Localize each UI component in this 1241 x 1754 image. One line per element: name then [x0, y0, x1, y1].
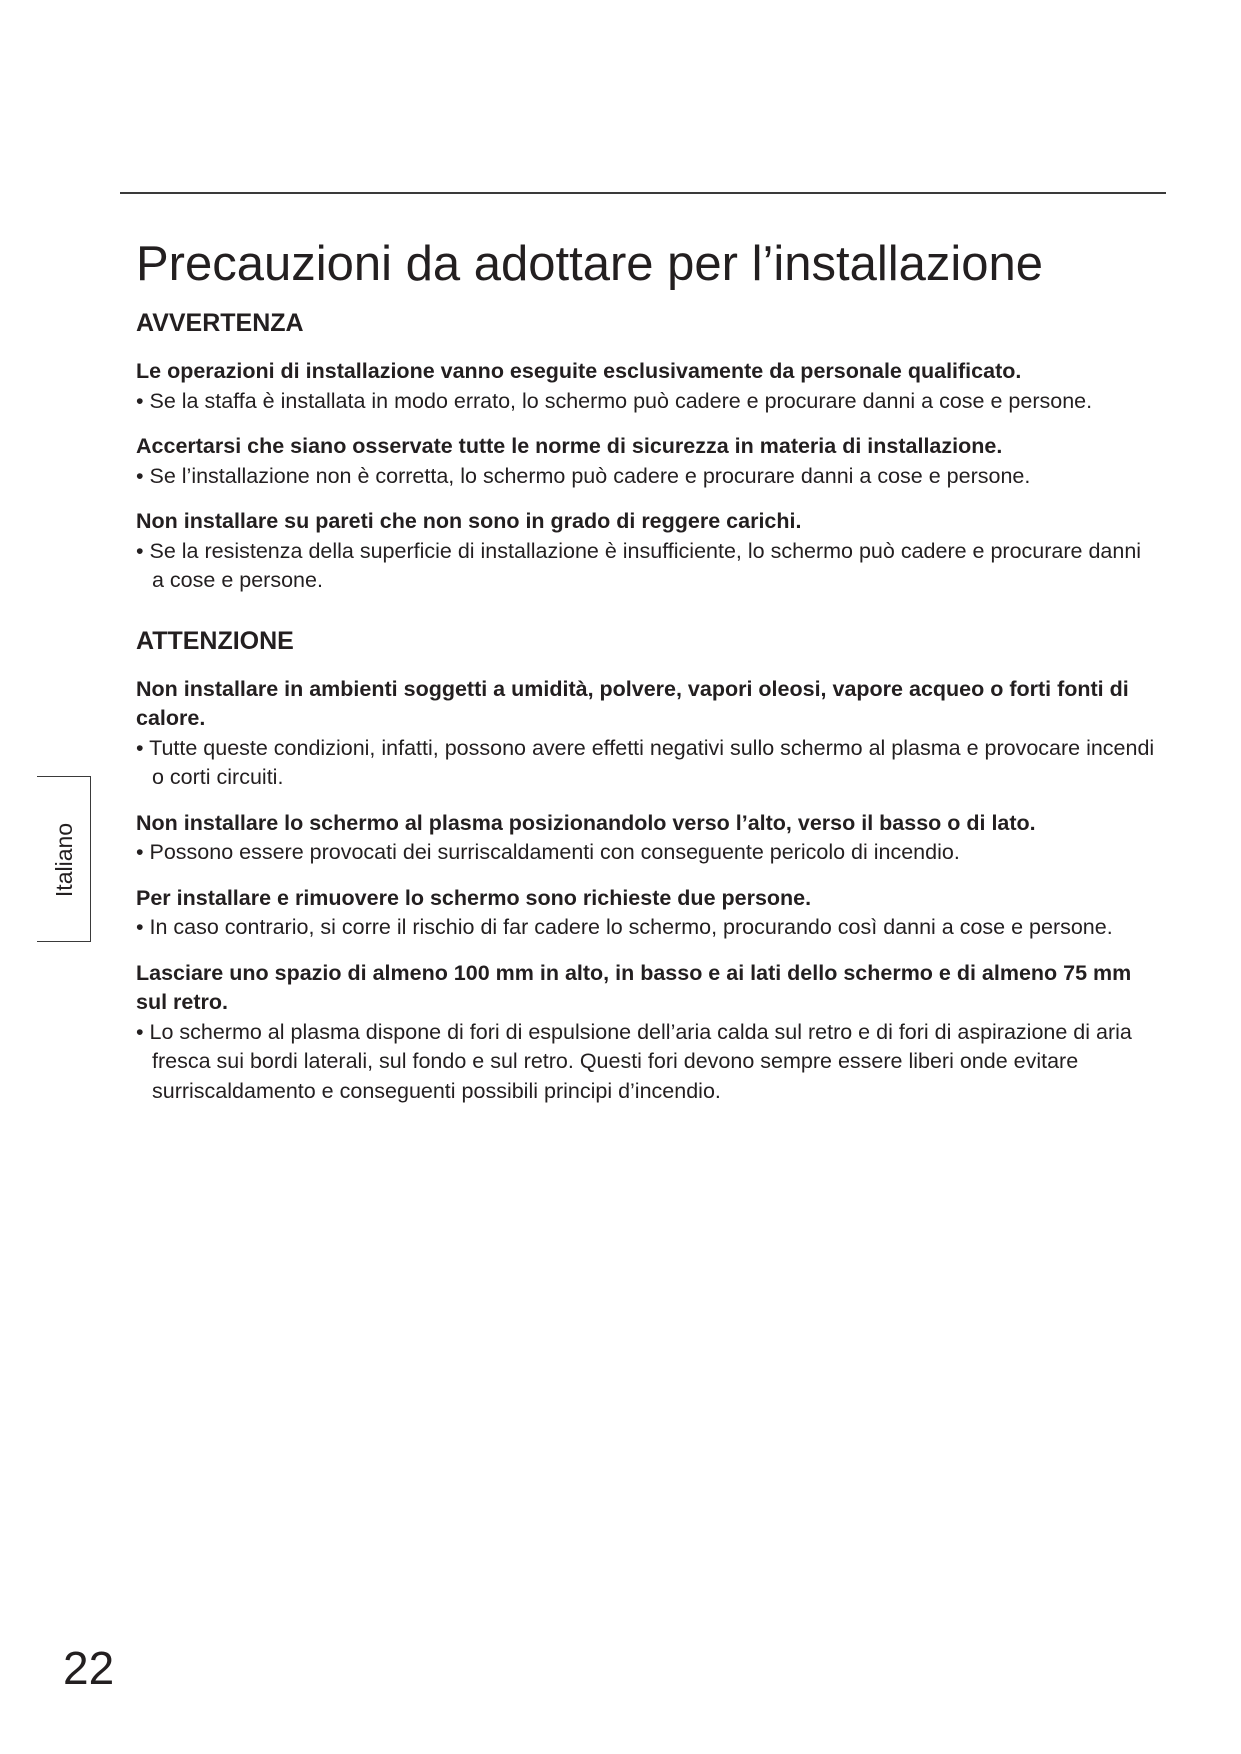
warning-item-bullet: • Se l’installazione non è corretta, lo schermo può cadere e procurare danni a cose e persone.	[136, 463, 1031, 488]
caution-item-bullet: • In caso contrario, si corre il rischio di far cadere lo schermo, procurando così danni a cose e persone.	[136, 915, 1113, 939]
caution-item-title: Lasciare uno spazio di almeno 100 mm in alto, in basso e ai lati dello schermo e di almeno 75 mm sul retro.	[136, 960, 1132, 1014]
caution-item-title: Per installare e rimuovere lo schermo sono richieste due persone.	[136, 885, 812, 910]
warning-item-3	[136, 507, 1156, 596]
caution-heading: ATTENZIONE	[136, 626, 294, 655]
page-number: 22	[63, 1642, 115, 1694]
warning-item-title: Accertarsi che siano osservate tutte le norme di sicurezza in materia di installazione.	[136, 434, 1003, 458]
language-side-tab	[37, 776, 91, 942]
caution-item-3	[136, 884, 1156, 943]
warning-item-1	[136, 357, 1156, 416]
caution-item-bullet: • Possono essere provocati dei surriscaldamenti con conseguente pericolo di incendio.	[136, 840, 960, 864]
caution-item-2	[136, 809, 1156, 868]
warning-item-bullet: • Se la resistenza della superficie di installazione è insufficiente, lo schermo può cadere e procurare danni a cose e persone.	[136, 538, 1142, 592]
warning-item-bullet: • Se la staffa è installata in modo errato, lo schermo può cadere e procurare danni a cose e persone.	[136, 388, 1093, 413]
warning-item-title: Le operazioni di installazione vanno eseguite esclusivamente da personale qualificato.	[136, 359, 1022, 383]
page-title: Precauzioni da adottare per l’installazione	[136, 237, 1044, 291]
warning-item-title: Non installare su pareti che non sono in grado di reggere carichi.	[136, 509, 802, 533]
top-rule	[120, 192, 1166, 194]
warning-heading: AVVERTENZA	[136, 309, 304, 337]
caution-item-bullet: • Lo schermo al plasma dispone di fori di espulsione dell’aria calda sul retro e di fori di aspirazione di aria fresca sui bordi laterali, sul fondo e sul retro. Questi fori devono sempre essere liberi onde evitare surriscaldamento e conseguenti possibili principi d’incendio.	[136, 1019, 1132, 1103]
caution-item-bullet: • Tutte queste condizioni, infatti, possono avere effetti negativi sullo schermo al plasma e provocare incendi o corti circuiti.	[136, 735, 1155, 789]
language-side-tab-label: Italiano	[51, 822, 77, 898]
caution-item-title: Non installare in ambienti soggetti a umidità, polvere, vapori oleosi, vapore acqueo o forti fonti di calore.	[136, 676, 1129, 730]
caution-item-4	[136, 959, 1156, 1107]
caution-item-title: Non installare lo schermo al plasma posizionandolo verso l’alto, verso il basso o di lato.	[136, 810, 1036, 835]
warning-item-2	[136, 432, 1156, 491]
page-content	[136, 305, 1156, 1122]
caution-item-1	[136, 675, 1156, 793]
